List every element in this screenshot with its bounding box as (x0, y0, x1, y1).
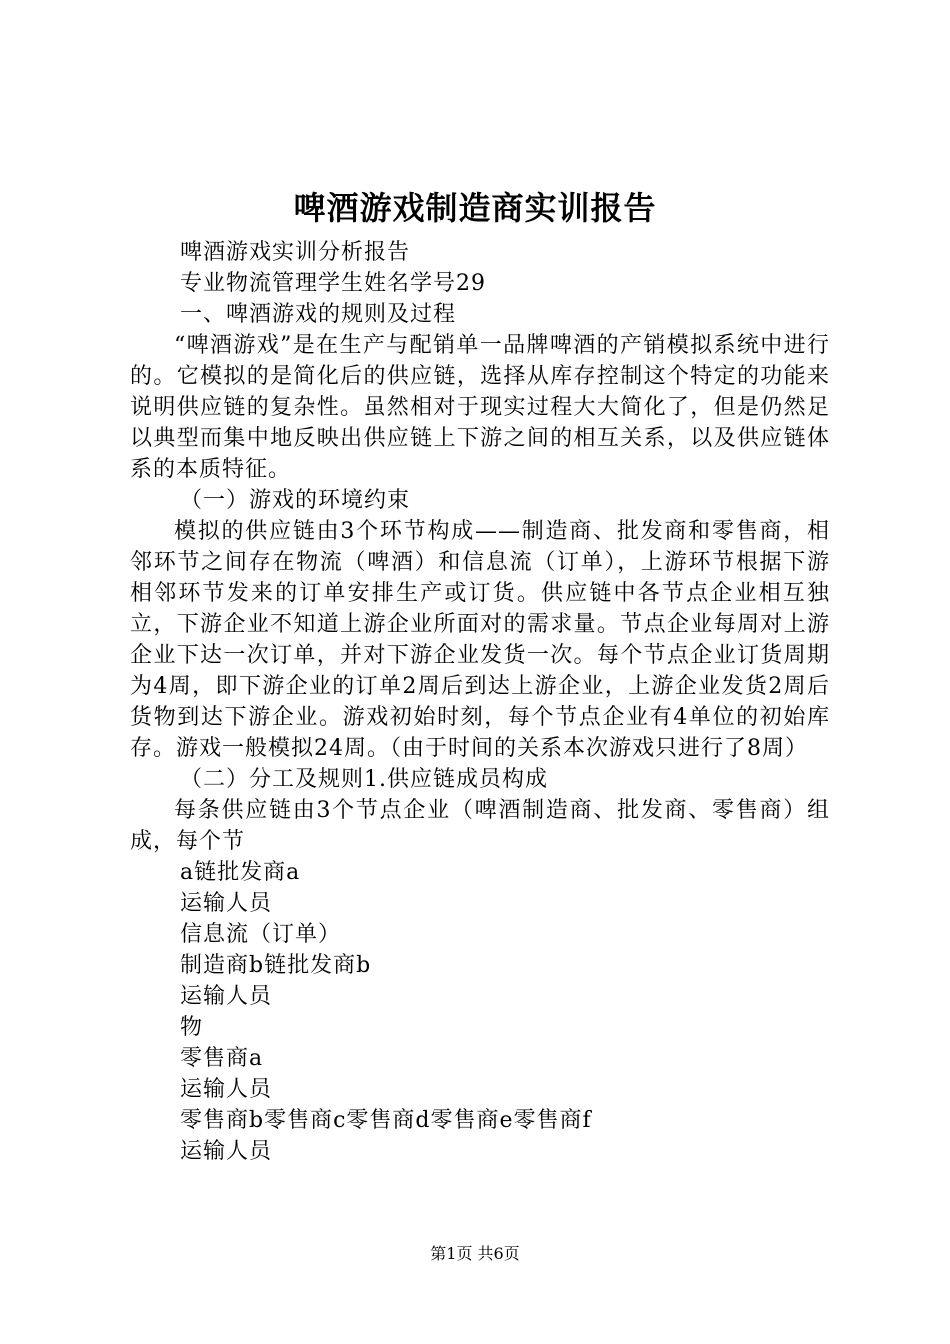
diagram-text-line: 运输人员 (180, 1139, 273, 1164)
paragraph: 每条供应链由3个节点企业（啤酒制造商、批发商、零售商）组成，每个节 (130, 798, 830, 854)
document-title: 啤酒游戏制造商实训报告 (293, 189, 657, 227)
diagram-text-line: 运输人员 (180, 891, 273, 916)
subsection-heading: （一）游戏的环境约束 (180, 488, 411, 513)
document-body (130, 237, 830, 1167)
subsection-heading: （二）分工及规则1.供应链成员构成 (180, 767, 548, 792)
diagram-text-line: 物 (180, 1015, 204, 1040)
diagram-text-line: 零售商a (180, 1046, 264, 1071)
section-heading: 一、啤酒游戏的规则及过程 (180, 302, 457, 327)
page-footer: 第1页 共6页 (430, 1244, 520, 1263)
diagram-text-line: 运输人员 (180, 984, 273, 1009)
diagram-text-line: 信息流（订单） (180, 922, 342, 947)
diagram-text-line: 运输人员 (180, 1077, 273, 1102)
diagram-text-line: 零售商b零售商c零售商d零售商e零售商f (180, 1108, 592, 1133)
text-line: 专业物流管理学生姓名学号29 (180, 271, 486, 296)
diagram-text-line: 制造商b链批发商b (180, 953, 372, 978)
text-line: 啤酒游戏实训分析报告 (180, 240, 411, 265)
paragraph: “啤酒游戏”是在生产与配销单一品牌啤酒的产销模拟系统中进行的。它模拟的是简化后的供应链，选择从库存控制这个特定的功能来说明供应链的复杂性。虽然相对于现实过程大大简化了，但是仍然足以典型而集中地反映出供应链上下游之间的相互关系，以及供应链体系的本质特征。 (130, 333, 830, 482)
diagram-text-line: a链批发商a (180, 860, 301, 885)
paragraph: 模拟的供应链由3个环节构成——制造商、批发商和零售商，相邻环节之间存在物流（啤酒）和信息流（订单），上游环节根据下游相邻环节发来的订单安排生产或订货。供应链中各节点企业相互独立，下游企业不知道上游企业所面对的需求量。节点企业每周对上游企业下达一次订单，并对下游企业发货一次。每个节点企业订货周期为4周，即下游企业的订单2周后到达上游企业，上游企业发货2周后货物到达下游企业。游戏初始时刻，每个节点企业有4单位的初始库存。游戏一般模拟24周。（由于时间的关系本次游戏只进行了8周） (130, 519, 830, 761)
